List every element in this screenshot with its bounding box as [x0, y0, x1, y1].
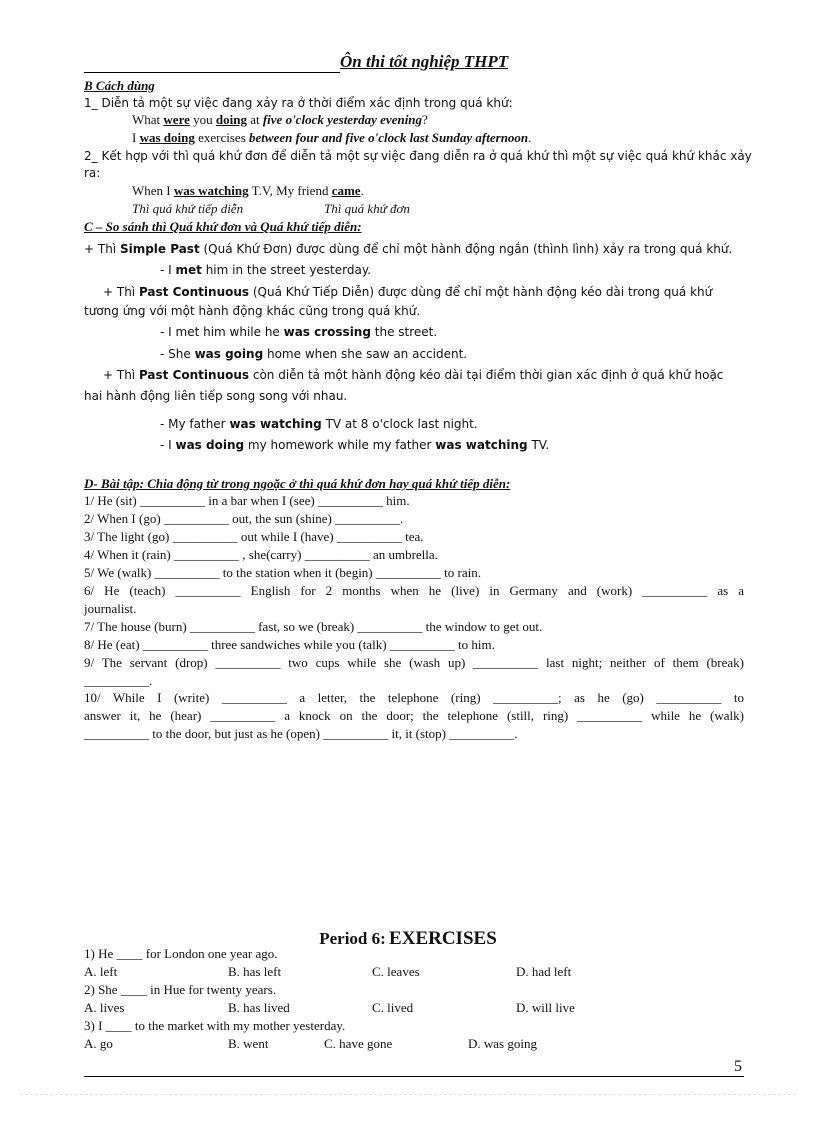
exercise-line: __________.	[84, 673, 153, 688]
usage-2: 2_ Kết hợp với thì quá khứ đơn để diễn tả một sự việc đang diễn ra ở quá khứ thì một sự việc quá khứ khác xảy	[84, 149, 752, 163]
compare-2-example-2: - She was going home when she saw an accident.	[160, 347, 468, 361]
label-past-simple: Thì quá khứ đơn	[324, 201, 410, 216]
compare-3-example-1: - My father was watching TV at 8 o'clock last night.	[160, 417, 478, 431]
example-3: When I was watching T.V, My friend came.	[132, 183, 364, 198]
compare-3: + Thì Past Continuous còn diễn tả một hành động kéo dài tại điểm thời gian xác định ở quá khứ hoặc	[103, 368, 724, 382]
exercise-line: 10/ While I (write) __________ a letter, the telephone (ring) __________; as he (go) __________ to	[84, 690, 744, 705]
option: B. went	[228, 1036, 269, 1051]
header-rule	[84, 72, 340, 73]
section-c-heading: C – So sánh thì Quá khứ đơn và Quá khứ tiếp diễn:	[84, 219, 362, 234]
option: B. has left	[228, 964, 282, 979]
option: D. had left	[516, 964, 572, 979]
exercise-line: 5/ We (walk) __________ to the station when it (begin) __________ to rain.	[84, 565, 481, 580]
question: 2) She ____ in Hue for twenty years.	[84, 982, 277, 997]
period-heading: Period 6: EXERCISES	[319, 928, 497, 949]
page-edge	[20, 1094, 796, 1095]
option: A. go	[84, 1036, 113, 1051]
exercise-line: journalist.	[84, 601, 137, 616]
option: C. have gone	[324, 1036, 393, 1051]
question: 1) He ____ for London one year ago.	[84, 946, 278, 961]
question: 3) I ____ to the market with my mother yesterday.	[84, 1018, 346, 1033]
exercise-line: 1/ He (sit) __________ in a bar when I (see) __________ him.	[84, 493, 410, 508]
exercise-line: 2/ When I (go) __________ out, the sun (shine) __________.	[84, 511, 404, 526]
exercise-line: 8/ He (eat) __________ three sandwiches while you (talk) __________ to him.	[84, 637, 495, 652]
option: C. lived	[372, 1000, 414, 1015]
option: D. was going	[468, 1036, 537, 1051]
exercise-line: 3/ The light (go) __________ out while I (have) __________ tea.	[84, 529, 424, 544]
exercise-line: answer it, he (hear) __________ a knock on the door; the telephone (still, ring) __________ while he (walk)	[84, 708, 744, 723]
exercise-line: 7/ The house (burn) __________ fast, so we (break) __________ the window to get out.	[84, 619, 543, 634]
example-1: What were you doing at five o'clock yesterday evening?	[132, 112, 428, 127]
usage-2-cont: ra:	[84, 166, 101, 180]
usage-1: 1_ Diễn tả một sự việc đang xảy ra ở thời điểm xác định trong quá khứ:	[84, 96, 513, 110]
compare-1: + Thì Simple Past (Quá Khứ Đơn) được dùng để chỉ một hành động ngắn (thình lình) xảy ra trong quá khứ.	[84, 242, 733, 256]
compare-2: + Thì Past Continuous (Quá Khứ Tiếp Diễn) được dùng để chỉ một hành động kéo dài trong quá khứ	[103, 285, 713, 299]
option: A. lives	[84, 1000, 125, 1015]
compare-1-example: - I met him in the street yesterday.	[160, 263, 372, 277]
section-d-heading: D- Bài tập: Chia động từ trong ngoặc ở thì quá khứ đơn hay quá khứ tiếp diễn:	[84, 476, 511, 491]
exercise-line: __________ to the door, but just as he (open) __________ it, it (stop) __________.	[84, 726, 518, 741]
example-2: I was doing exercises between four and five o'clock last Sunday afternoon.	[132, 130, 532, 145]
footer-rule	[84, 1076, 744, 1077]
option: B. has lived	[228, 1000, 290, 1015]
page-title: Ôn thi tốt nghiệp THPT	[340, 52, 509, 71]
compare-2-example-1: - I met him while he was crossing the street.	[160, 325, 438, 339]
option: C. leaves	[372, 964, 420, 979]
option: D. will live	[516, 1000, 575, 1015]
compare-2-cont: tương ứng với một hành động khác cũng trong quá khứ.	[84, 304, 421, 318]
exercise-line: 4/ When it (rain) __________ , she(carry) __________ an umbrella.	[84, 547, 438, 562]
exercise-line: 6/ He (teach) __________ English for 2 months when he (live) in Germany and (work) __________ as a	[84, 583, 744, 598]
exercise-line: 9/ The servant (drop) __________ two cups while she (wash up) __________ last night; neither of them (break)	[84, 655, 744, 670]
compare-3-cont: hai hành động liên tiếp song song với nhau.	[84, 389, 348, 403]
compare-3-example-2: - I was doing my homework while my father was watching TV.	[160, 438, 550, 452]
section-b-heading: B Cách dùng	[84, 78, 155, 93]
label-past-continuous: Thì quá khứ tiếp diễn	[132, 201, 244, 216]
option: A. left	[84, 964, 118, 979]
page-number: 5	[734, 1058, 742, 1075]
